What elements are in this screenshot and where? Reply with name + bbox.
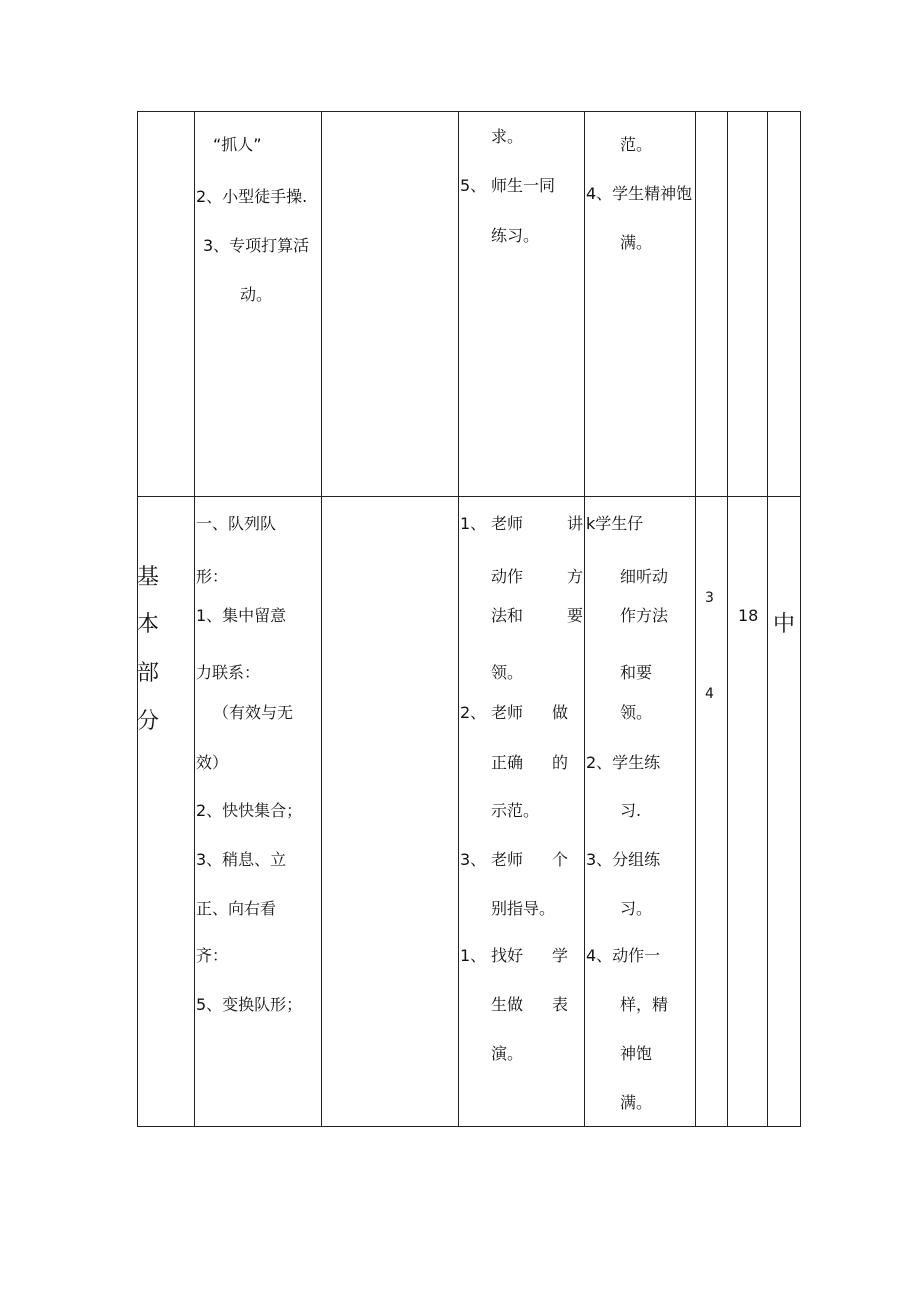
column-divider [727,111,728,1127]
teacher-line: 师生一同 [491,176,556,195]
student-line: 4、学生精神饱 [586,184,693,203]
teacher-line: 求。 [491,127,524,146]
teacher-line: 正确 [491,753,524,772]
row-divider [137,496,801,497]
content-line: 形： [196,567,229,586]
student-line: 领。 [620,703,653,722]
section-char: 本 [137,612,160,637]
student-line: 样，精 [620,995,669,1014]
content-line: 2、快快集合； [196,801,303,820]
teacher-line: 法和 [491,606,524,625]
student-line: 习。 [620,899,653,918]
content-line: 正、向右看 [196,899,277,918]
student-line: 3、分组练 [586,850,661,869]
teacher-line-end: 讲 [567,514,584,533]
content-line: 5、变换队形； [196,995,303,1014]
content-line: 3、专项打算活 [203,236,310,255]
teacher-line-end: 学 [552,946,569,965]
teacher-line: 老师 [491,703,524,722]
student-line: 4、动作一 [586,946,661,965]
teacher-line-end: 表 [552,995,569,1014]
teacher-number: 3、 [460,850,487,869]
section-char: 基 [137,565,160,590]
teacher-line-end: 个 [552,850,569,869]
student-line: 和要 [620,663,653,682]
column-divider [767,111,768,1127]
table-border-bottom [137,1126,801,1127]
teacher-line-end: 的 [552,753,569,772]
student-line: 满。 [620,233,653,252]
teacher-number: 1、 [460,946,487,965]
student-line: 细听动 [620,567,669,586]
count-value: 3 [705,590,714,606]
content-line: 3、稍息、立 [196,850,287,869]
student-line: 神饱 [620,1044,653,1063]
teacher-line: 生做 [491,995,524,1014]
content-line: 2、小型徒手操. [196,187,308,206]
teacher-number: 1、 [460,514,487,533]
content-line: 1、集中留意 [196,606,287,625]
count-value: 4 [705,686,714,702]
teacher-line: 老师 [491,514,524,533]
student-line: 2、学生练 [586,753,661,772]
teacher-line: 演。 [491,1044,524,1063]
content-line: 一、队列队 [196,514,277,533]
table-border-right [800,111,801,1127]
column-divider [321,111,322,1127]
section-char: 部 [137,661,160,686]
teacher-line: 练习。 [491,226,540,245]
teacher-line-end: 方 [567,567,584,586]
section-char: 分 [137,709,160,734]
column-divider [458,111,459,1127]
teacher-line: 找好 [491,946,524,965]
content-line: 效） [196,753,229,772]
column-divider [584,111,585,1127]
minutes-value: 18 [738,606,759,625]
teacher-number: 2、 [460,703,487,722]
intensity-value: 中 [773,612,796,637]
column-divider [695,111,696,1127]
teacher-line-end: 做 [552,703,569,722]
student-line: k学生仔 [586,514,644,533]
teacher-line: 动作 [491,567,524,586]
student-line: 习. [620,801,642,820]
content-line: 力联系： [196,663,261,682]
teacher-number: 5、 [460,176,487,195]
column-divider [194,111,195,1127]
content-line: 动。 [240,285,273,304]
student-line: 满。 [620,1093,653,1112]
student-line: 作方法 [620,606,669,625]
teacher-line: 领。 [491,663,524,682]
content-line: 齐： [196,946,229,965]
teacher-line-end: 要 [567,606,584,625]
teacher-line: 示范。 [491,801,540,820]
teacher-line: 老师 [491,850,524,869]
teacher-line: 别指导。 [491,899,556,918]
content-line: “抓人” [213,135,262,154]
table-border-top [137,111,801,112]
student-line: 范。 [620,135,653,154]
content-line: （有效与无 [213,703,294,722]
